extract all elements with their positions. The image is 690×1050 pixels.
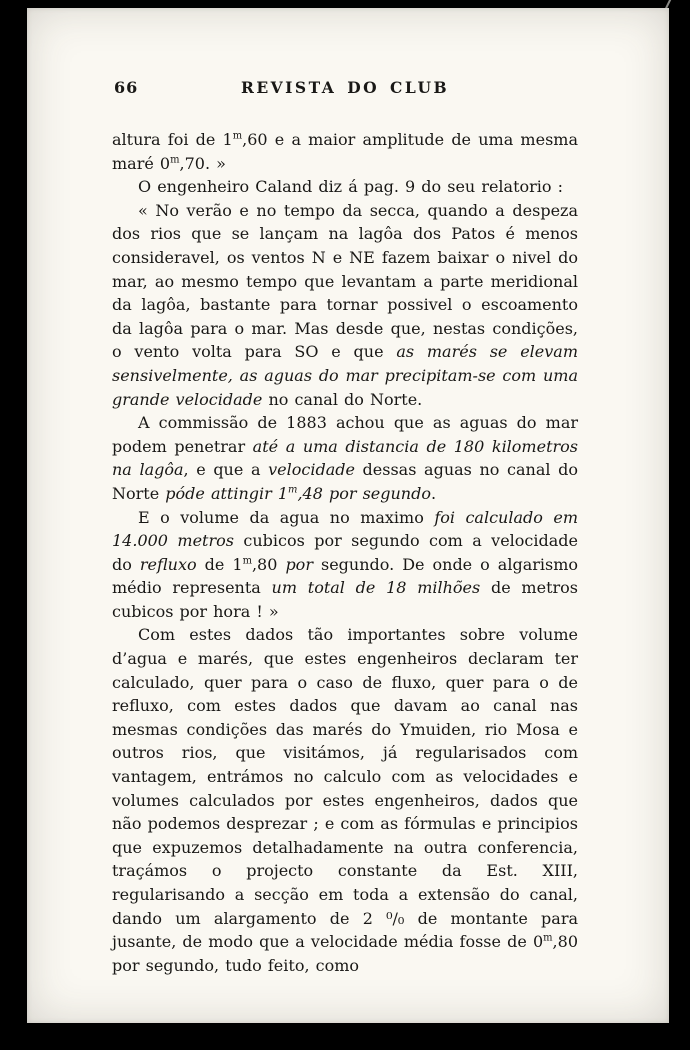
paragraph: altura foi de 1$^m$,60 e a maior amplitude de uma mesma maré 0$^m$,70. » xyxy=(112,130,578,173)
book-page xyxy=(27,8,669,1023)
paragraph: « No verão e no tempo da secca, quando a despeza dos rios que se lançam na lagôa dos Patos é menos consideravel, os ventos N e NE fazem baixar o nivel do mar, ao mesmo tempo que levantam a parte meridional da lagôa, bastante para tornar possivel o escoamento da lagôa para o mar. Mas desde que, nestas condições, o vento volta para SO e que as marés se elevam sensivelmente, as aguas do mar precipitam-se com uma grande velocidade no canal do Norte. xyxy=(112,200,578,409)
header-title: REVISTA DO CLUB xyxy=(240,78,450,97)
paragraph: O engenheiro Caland diz á pag. 9 do seu relatorio : xyxy=(138,177,564,197)
paragraph: Com estes dados tão importantes sobre volume d’agua e marés, que estes engenheiros declaram ter calculado, quer para o caso de fluxo, quer para o de refluxo, com estes dados que davam ao canal nas mesmas condições das marés do Ymuiden, rio Mosa e outros rios, que visitámos, já regularisados com vantagem, entrámos no calculo com as velocidades e volumes calculados por estes engenheiros, dados que não podemos desprezar ; e com as fórmulas e principios que expuzemos detalhadamente na outra conferencia, traçámos o projecto constante da Est. XIII, regularisando a secção em toda a extensão do canal, dando um alargamento de 2 ⁰/₀ de montante para jusante, de modo que a velocidade média fosse de 0$^m$,80 por segundo, tudo feito, como xyxy=(112,625,578,975)
page-header xyxy=(112,78,578,102)
page-content xyxy=(112,78,578,977)
page-number: 66 xyxy=(114,78,139,97)
body-text xyxy=(112,128,578,977)
paragraph: E o volume da agua no maximo foi calculado em 14.000 metros cubicos por segundo com a velocidade do refluxo de 1$^m$,80 por segundo. De onde o algarismo médio representa um total de 18 milhões de metros cubicos por hora ! » xyxy=(112,507,579,621)
paragraph: A commissão de 1883 achou que as aguas do mar podem penetrar até a uma distancia de 180 kilometros na lagôa, e que a velocidade dessas aguas no canal do Norte póde attingir 1$^m$,48 por segundo. xyxy=(112,413,579,503)
